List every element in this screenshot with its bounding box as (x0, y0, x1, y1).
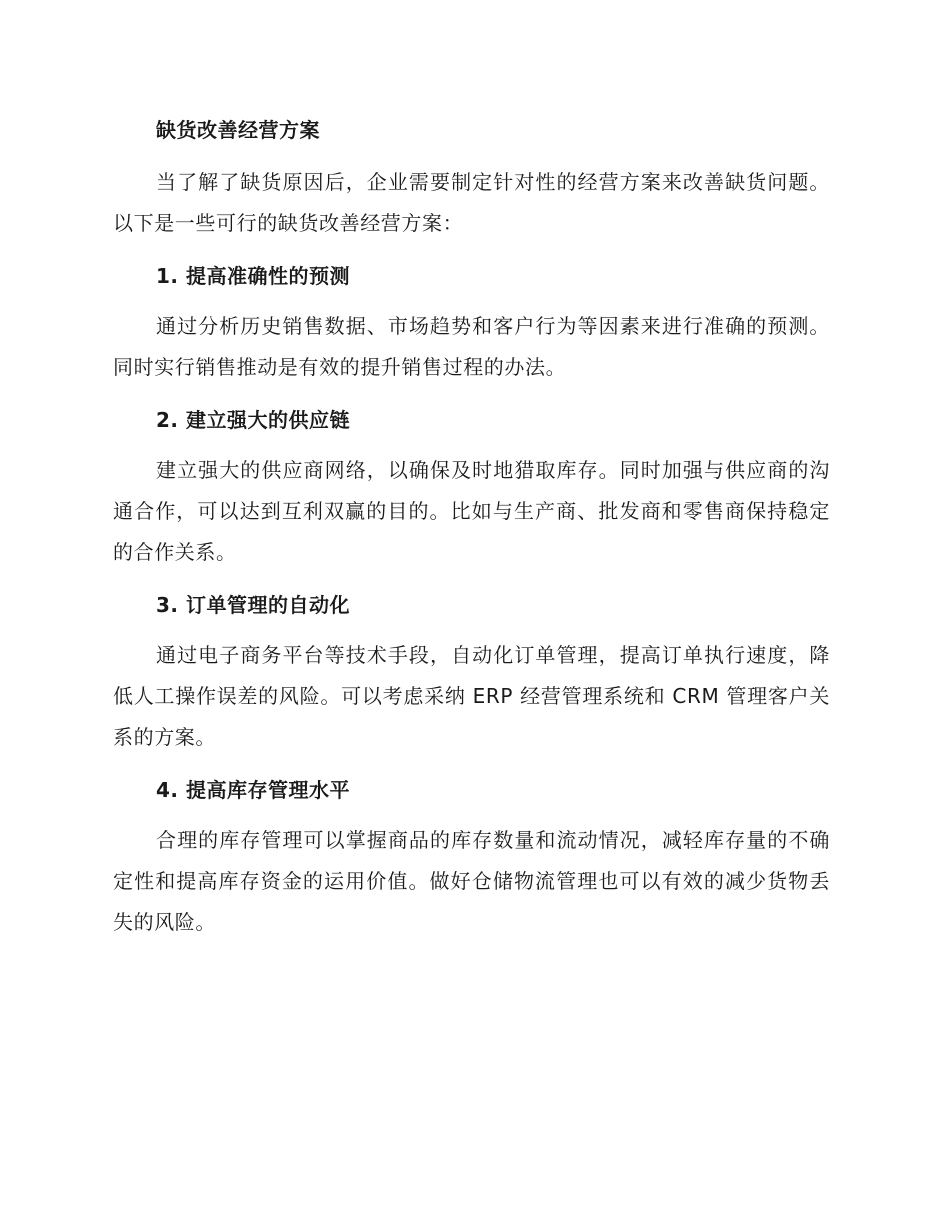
section-heading-3: 3. 订单管理的自动化 (156, 593, 350, 617)
section-body-1: 通过分析历史销售数据、市场趋势和客户行为等因素来进行准确的预测。同时实行销售推动是有效的提升销售过程的办法。 (113, 314, 830, 379)
section-body-2: 建立强大的供应商网络，以确保及时地猎取库存。同时加强与供应商的沟通合作，可以达到互利双赢的目的。比如与生产商、批发商和零售商保持稳定的合作关系。 (113, 458, 830, 564)
document-title: 缺货改善经营方案 (156, 118, 320, 142)
section-heading-4: 4. 提高库存管理水平 (156, 778, 350, 802)
intro-paragraph: 当了解了缺货原因后，企业需要制定针对性的经营方案来改善缺货问题。以下是一些可行的缺货改善经营方案： (113, 170, 830, 235)
section-body-4: 合理的库存管理可以掌握商品的库存数量和流动情况，减轻库存量的不确定性和提高库存资金的运用价值。做好仓储物流管理也可以有效的减少货物丢失的风险。 (113, 828, 830, 934)
section-heading-1: 1. 提高准确性的预测 (156, 264, 350, 288)
section-heading-2: 2. 建立强大的供应链 (156, 408, 350, 432)
section-body-3: 通过电子商务平台等技术手段，自动化订单管理，提高订单执行速度，降低人工操作误差的风险。可以考虑采纳 ERP 经营管理系统和 CRM 管理客户关系的方案。 (113, 643, 830, 749)
